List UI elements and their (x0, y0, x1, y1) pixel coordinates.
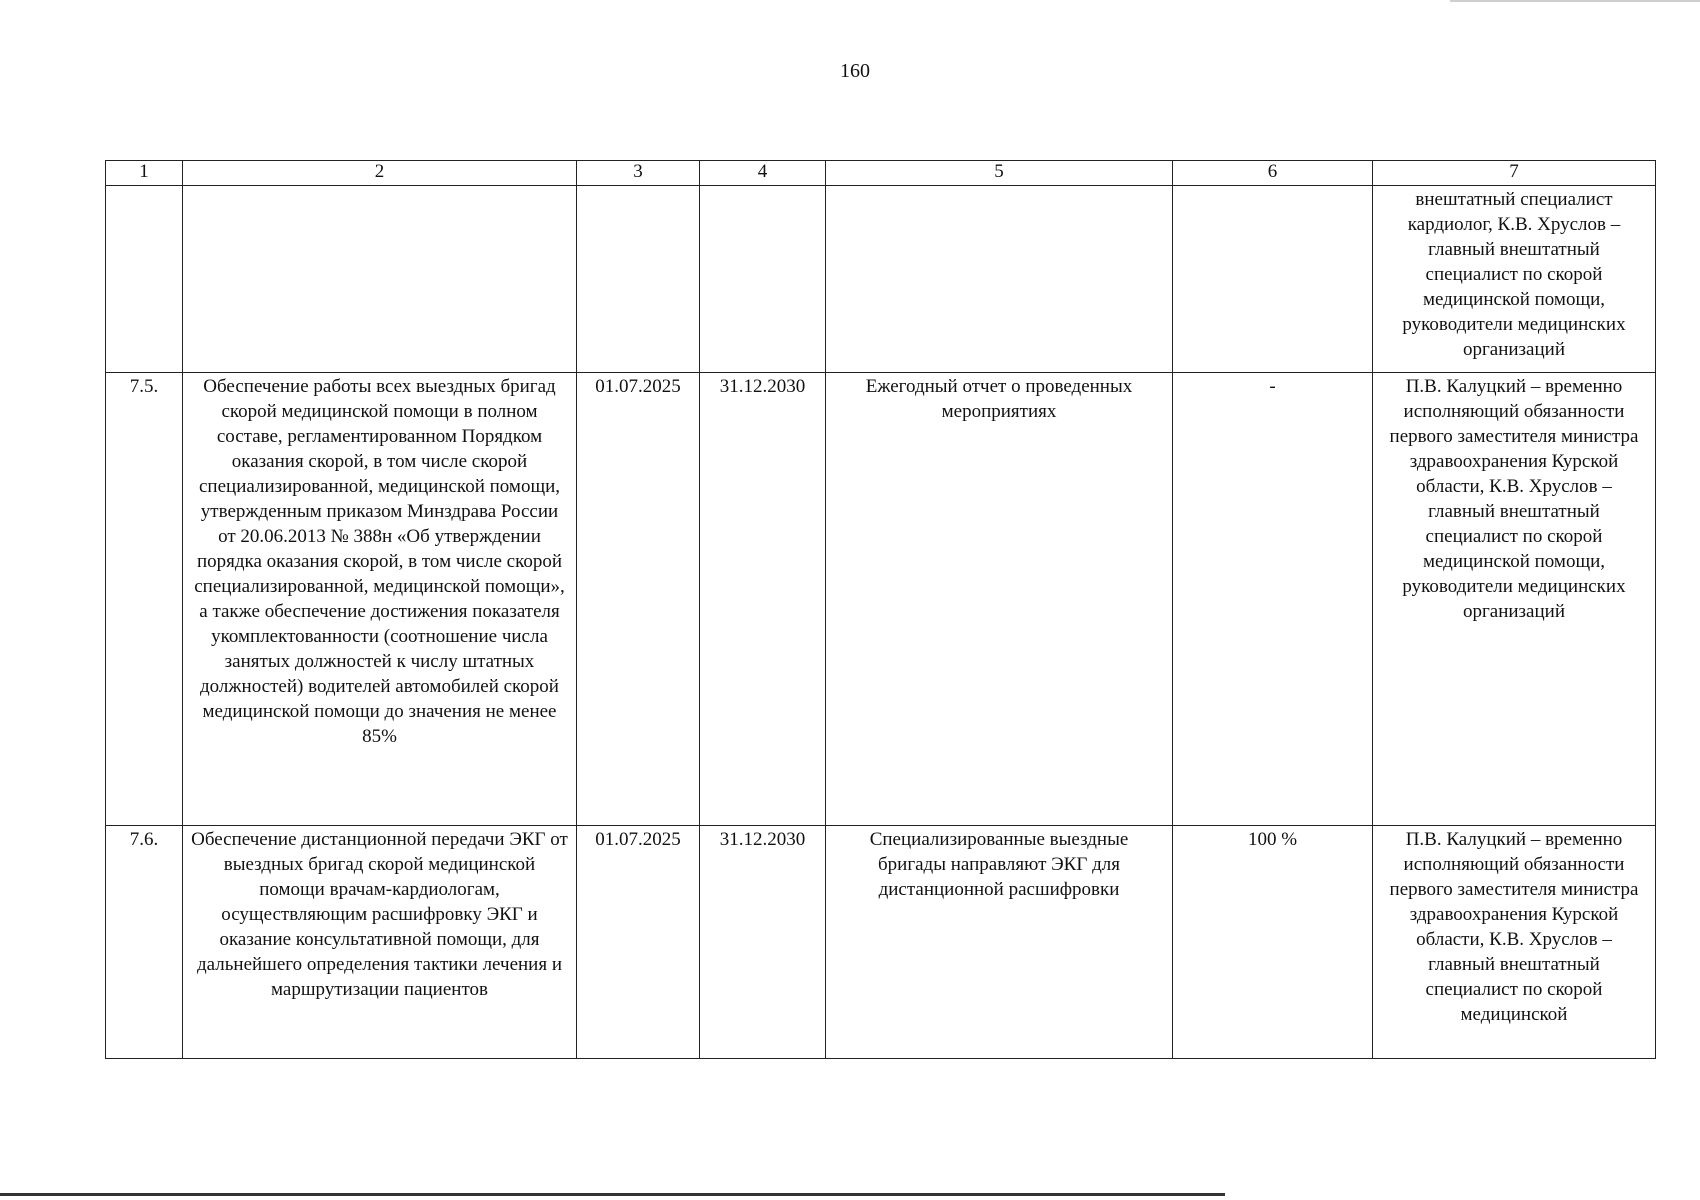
column-header: 3 (577, 161, 700, 186)
row-number-cell: 7.5. (106, 373, 183, 826)
table-row (106, 186, 1656, 373)
table-row (106, 826, 1656, 1059)
row-number-cell (106, 186, 183, 373)
page-number: 160 (840, 60, 870, 82)
start-date-cell: 01.07.2025 (577, 373, 700, 826)
result-cell: Специализированные выездные бригады направляют ЭКГ для дистанционной расшифровки (826, 826, 1173, 1059)
activity-cell: Обеспечение работы всех выездных бригад скорой медицинской помощи в полном составе, регламентированном Порядком оказания скорой, в том числе скорой специализированной, медицинской помощи, утвержденным приказом Минздрава России от 20.06.2013 № 388н «Об утверждении порядка оказания скорой, в том числе скорой специализированной, медицинской помощи», а также обеспечение достижения показателя укомплектованности (соотношение числа занятых должностей к числу штатных должностей) водителей автомобилей скорой медицинской помощи до значения не менее 85% (183, 373, 577, 826)
column-header: 5 (826, 161, 1173, 186)
indicator-cell: 100 % (1173, 826, 1373, 1059)
indicator-cell (1173, 186, 1373, 373)
result-cell: Ежегодный отчет о проведенных мероприятиях (826, 373, 1173, 826)
column-header: 7 (1373, 161, 1656, 186)
column-header: 6 (1173, 161, 1373, 186)
responsible-cell: П.В. Калуцкий – временно исполняющий обязанности первого заместителя министра здравоохранения Курской области, К.В. Хруслов – главный внештатный специалист по скорой медицинской (1373, 826, 1656, 1059)
scan-edge-line (1450, 0, 1700, 2)
end-date-cell: 31.12.2030 (700, 826, 826, 1059)
end-date-cell: 31.12.2030 (700, 373, 826, 826)
column-header: 2 (183, 161, 577, 186)
column-header: 4 (700, 161, 826, 186)
activities-table (105, 160, 1656, 1059)
end-date-cell (700, 186, 826, 373)
responsible-cell: П.В. Калуцкий – временно исполняющий обязанности первого заместителя министра здравоохранения Курской области, К.В. Хруслов – главный внештатный специалист по скорой медицинской помощи, руководители медицинских организаций (1373, 373, 1656, 826)
result-cell (826, 186, 1173, 373)
row-number-cell: 7.6. (106, 826, 183, 1059)
responsible-cell: внештатный специалист кардиолог, К.В. Хруслов – главный внештатный специалист по скорой медицинской помощи, руководители медицинских организаций (1373, 186, 1656, 373)
table-row (106, 373, 1656, 826)
start-date-cell (577, 186, 700, 373)
table-header-row (106, 161, 1656, 186)
scan-bottom-line (0, 1193, 1225, 1196)
indicator-cell: - (1173, 373, 1373, 826)
activity-cell: Обеспечение дистанционной передачи ЭКГ от выездных бригад скорой медицинской помощи врачам-кардиологам, осуществляющим расшифровку ЭКГ и оказание консультативной помощи, для дальнейшего определения тактики лечения и маршрутизации пациентов (183, 826, 577, 1059)
activity-cell (183, 186, 577, 373)
start-date-cell: 01.07.2025 (577, 826, 700, 1059)
column-header: 1 (106, 161, 183, 186)
